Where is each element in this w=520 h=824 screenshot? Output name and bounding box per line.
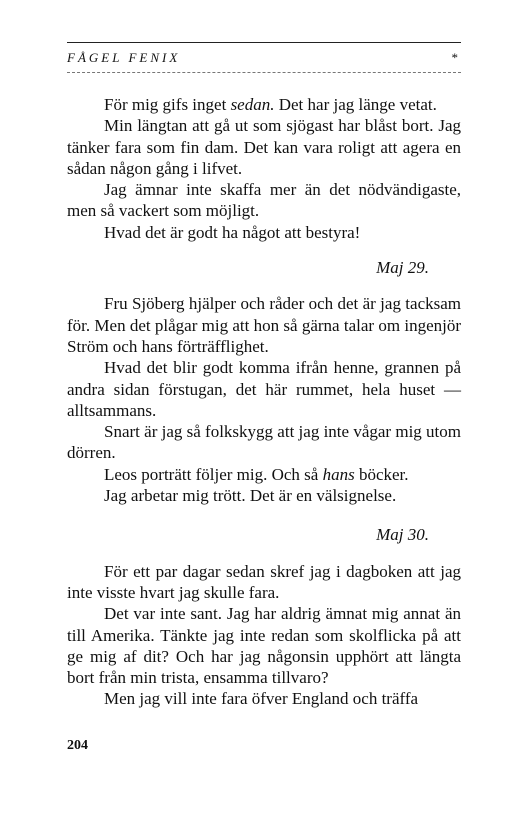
emphasis-text: hans — [322, 464, 355, 484]
paragraph — [67, 464, 461, 485]
paragraph-text: Det har jag länge vetat. — [274, 95, 437, 114]
entry-date: Maj 29. — [376, 258, 429, 278]
paragraph: Jag arbetar mig trött. Det är en välsignelse. — [104, 486, 397, 506]
paragraph: Hvad det blir godt komma ifrån henne, grannen på andra sidan förstugan, det här rummet, hela huset — alltsammans. — [67, 358, 461, 420]
paragraph: Jag ämnar inte skaffa mer än det nödvändigaste, men så vackert som möjligt. — [67, 180, 461, 221]
body-text — [67, 94, 461, 710]
running-header-title: FÅGEL FENIX — [67, 50, 181, 65]
paragraph: Men jag vill inte fara öfver England och träffa — [104, 689, 419, 709]
paragraph-text: Leos porträtt följer mig. Och så — [104, 464, 323, 484]
entry-date: Maj 30. — [376, 525, 429, 545]
paragraph-text: böcker. — [354, 464, 409, 484]
paragraph: Fru Sjöberg hjälper och råder och det är jag tacksam för. Men det plågar mig att hon så gärna talar om ingenjör Ström och hans förträfflighet. — [67, 294, 461, 356]
paragraph: Hvad det är godt ha något att bestyra! — [104, 222, 361, 242]
paragraph: Snart är jag så folkskygg att jag inte vågar mig utom dörren. — [67, 422, 461, 463]
paragraph-text: För mig gifs inget — [104, 95, 231, 114]
paragraph: Det var inte sant. Jag har aldrig ämnat mig annat än till Amerika. Tänkte jag inte redan som skolflicka på att ge mig af dit? Och har jag någonsin upphört att längta bort från min trista, ensamma tillvaro? — [67, 604, 461, 688]
emphasis-text: sedan. — [230, 95, 275, 114]
running-header — [67, 50, 461, 70]
paragraph — [67, 94, 461, 115]
header-rule-bottom — [67, 72, 461, 73]
paragraph: För ett par dagar sedan skref jag i dagboken att jag inte visste hvart jag skulle fara. — [67, 561, 461, 602]
page-number: 204 — [67, 738, 88, 753]
header-rule-top — [67, 42, 461, 43]
paragraph: Min längtan att gå ut som sjögast har blåst bort. Jag tänker fara som fin dam. Det kan vara roligt att agera en sådan någon gång i lifvet. — [67, 116, 461, 178]
asterisk-ornament-icon: * — [451, 50, 461, 65]
